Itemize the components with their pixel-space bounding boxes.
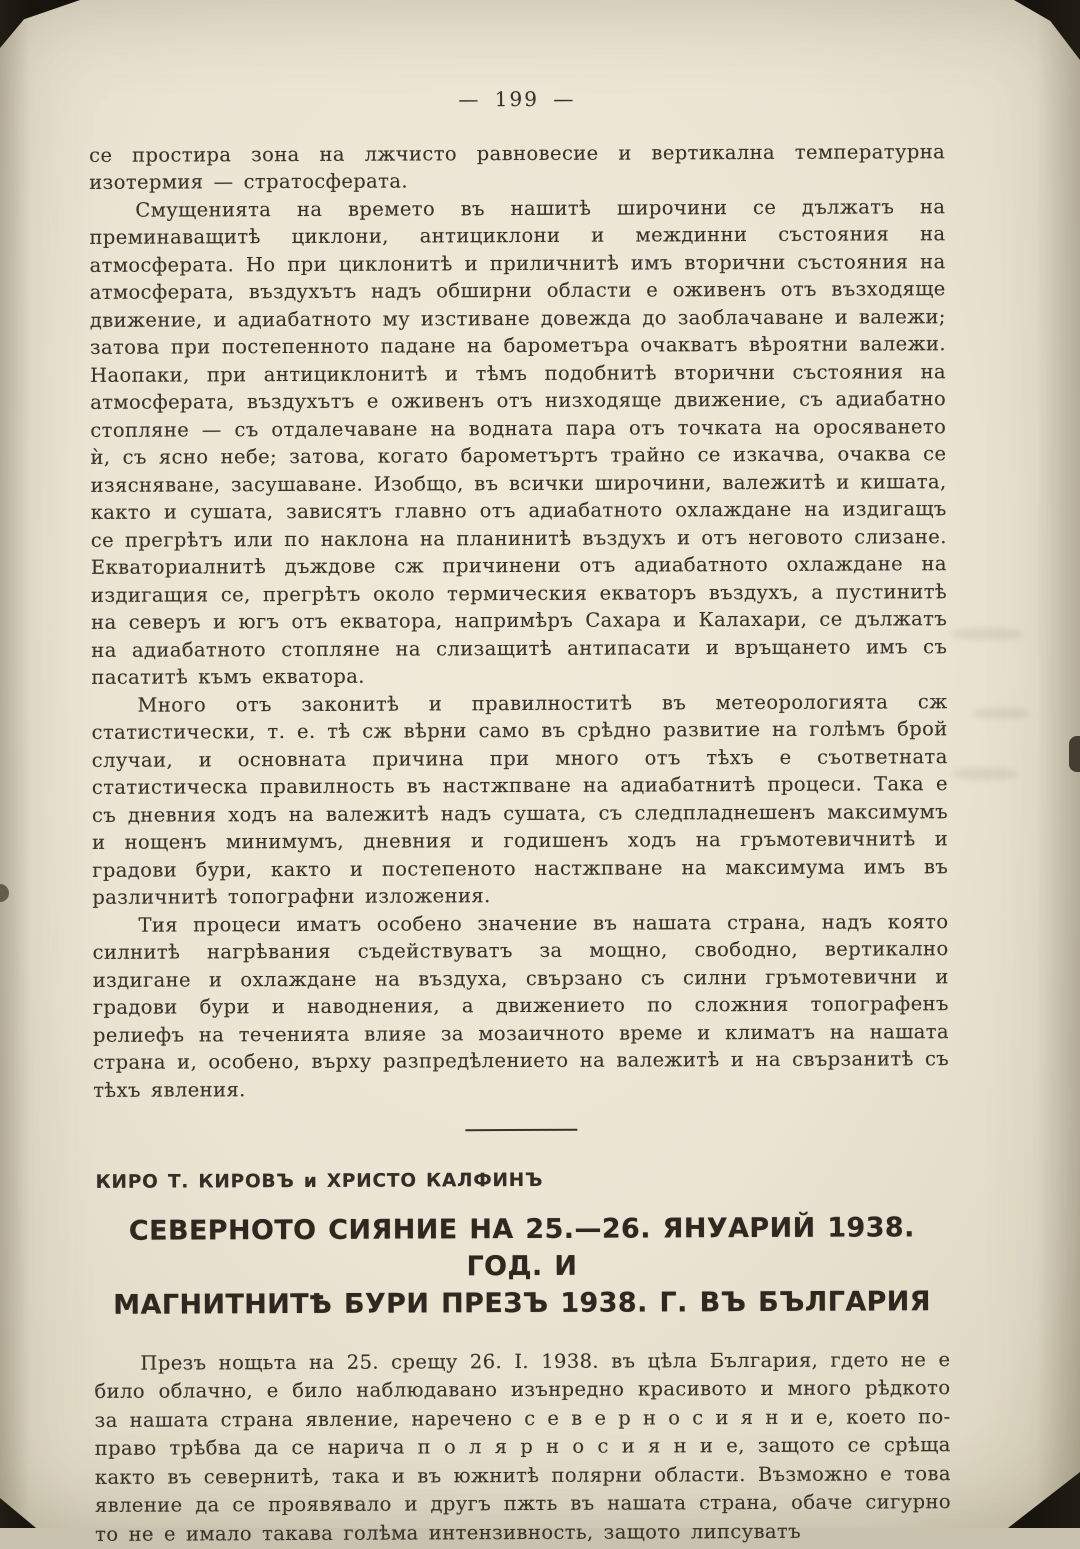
article-title-line2: МАГНИТНИТѢ БУРИ ПРЕЗЪ 1938. Г. ВЪ БЪЛГАРИЯ [113,1285,932,1321]
body-paragraph-continuation: се простира зона на лжчисто равновесие и вертикална температурна изотермия — стратосферата. [89,139,946,194]
body-paragraph: Смущенията на времето въ нашитѣ широчини се дължатъ на преминаващитѣ циклони, антициклони и междинни състояния на атмосферата. Но при циклонитѣ и приличнитѣ имъ вторични състояния на атмосферата, въздухътъ надъ обширни области е оживенъ отъ възходяще движение, и адиабатното му изстиване довежда до заоблачаване и валежи; затова при постепенното падане на барометъра очакватъ вѣроятни валежи. Наопаки, при антициклонитѣ и тѣмъ подобнитѣ вторични състояния на атмосферата, въздухътъ е оживенъ отъ низходяще движение, съ адиабатно стопляне — съ отдалечаване на водната пара отъ точката на оросяването ѝ, съ ясно небе; затова, когато барометъртъ трайно се изкачва, очаква се изясняване, засушаване. Изобщо, въ всички широчини, валежитѣ и кишата, както и сушата, зависятъ главно отъ адиабатното охлаждане на издигащъ се прегрѣтъ или по наклона на планинитѣ въздухъ и отъ неговото слизане. Екваториалнитѣ дъждове сж причинени отъ адиабатното охлаждане на издигащия се, прегрѣтъ около термическия екваторъ въздухъ, а пустинитѣ на северъ и югъ отъ екватора, напримѣръ Сахара и Калахари, се дължатъ на адиабатното стопляне на слизащитѣ антипасати и връщането имъ съ пасатитѣ къмъ екватора. [89,194,948,689]
ink-bleed-ghost [972,708,1030,719]
section-divider [465,1129,577,1131]
page-number: — 199 — [458,86,576,112]
scan-shadow-right [1036,0,1080,1528]
ink-bleed-ghost [952,768,1018,780]
ink-bleed-ghost [952,628,1022,640]
article-authors: КИРО Т. КИРОВЪ и ХРИСТО КАЛФИНЪ [95,1169,544,1193]
article-title [94,1209,950,1324]
article-lead-paragraph: Презъ нощьта на 25. срещу 26. I. 1938. въ цѣла България, гдето не е било облачно, е било наблюдавано изънредно красивото и много рѣдкото за нашата страна явление, наречено с е в е р н о с и я н и е, което по-право трѣбва да се нарича п о л я р н о с и я н и е, защото се срѣща както въ севернитѣ, така и въ южнитѣ полярни области. Възможно е това явление да се проявявало и другъ пжть въ нашата страна, обаче сигурно то не е имало такава голѣма интензивность, защото липсуватъ [94,1347,952,1546]
body-paragraph: Много отъ законитѣ и правилноститѣ въ метеорологията сж статистически, т. е. тѣ сж вѣрни само въ срѣдно развитие на голѣмъ брой случаи, и основната причина при много отъ тѣхъ е съответната статистическа правилность въ настжпване на адиабатнитѣ процеси. Така е съ дневния ходъ на валежитѣ надъ сушата, съ следпладнешенъ максимумъ и нощенъ минимумъ, дневния и годишенъ ходъ на гръмотевичнитѣ и градови бури, както и постепеното настжпване на максимума имъ въ различнитѣ топографни изложения. [91,689,949,909]
scan-shadow-left [0,0,30,1528]
text-column [89,84,951,1549]
body-paragraph: Тия процеси иматъ особено значение въ нашата страна, надъ която силнитѣ нагрѣвания съдействуватъ за мощно, свободно, вертикално издигане и охлаждане на въздуха, свързано съ силни гръмотевични и градови бури и наводнения, а движението по сложния топографенъ релиефъ на теченията влияе за мозаичното време и климатъ на нашата страна и, особено, върху разпредѣлението на валежитѣ и на свързанитѣ съ тѣхъ явления. [92,909,950,1102]
article-title-line1: СЕВЕРНОТО СИЯНИЕ НА 25.—26. ЯНУАРИЙ 1938. ГОД. И [128,1211,915,1282]
